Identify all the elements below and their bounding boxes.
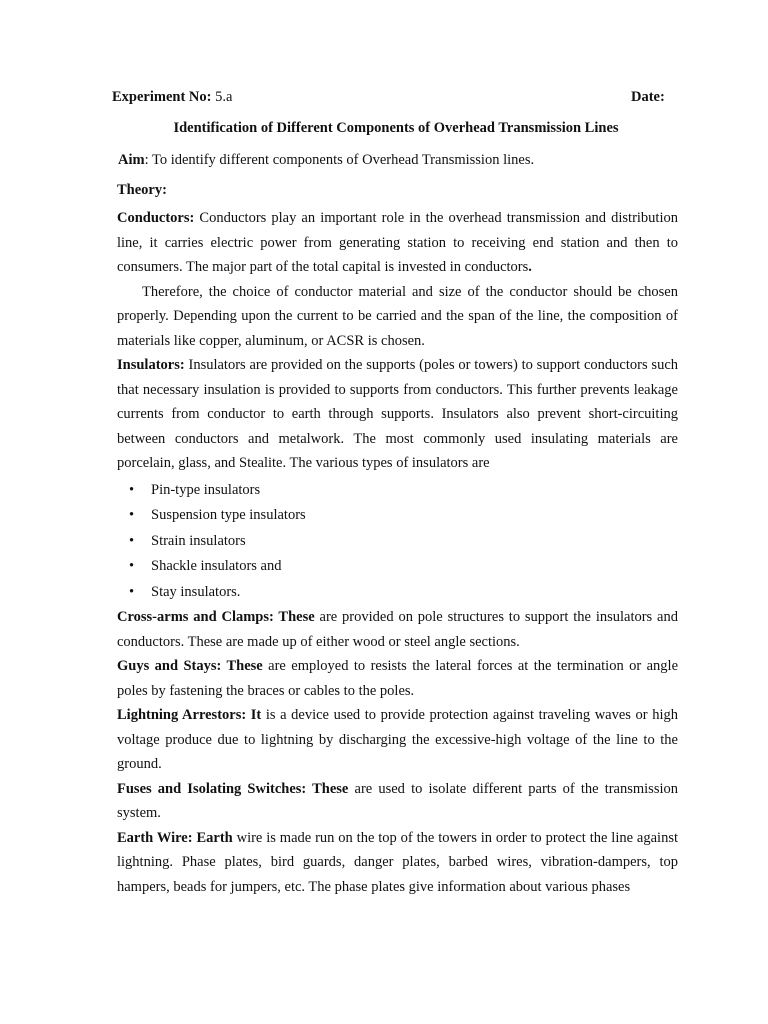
- aim-paragraph: [118, 148, 678, 173]
- insulator-types-list: [117, 478, 678, 606]
- list-item: • Strain insulators: [117, 529, 678, 555]
- insulators-paragraph: [117, 353, 678, 476]
- aim-label: Aim: [118, 152, 145, 168]
- insulators-label: Insulators:: [117, 357, 185, 373]
- lightning-arrestors-label: Lightning Arrestors: It: [117, 707, 262, 723]
- conductors-text: Conductors play an important role in the overhead transmission and distribution line, it carries electric power from generating station to receiving end station and then to consumers. The major part of the total capital is invested in conductors: [117, 210, 678, 275]
- fuses-paragraph: [117, 777, 678, 826]
- cross-arms-paragraph: [117, 605, 678, 654]
- insulators-text: Insulators are provided on the supports (poles or towers) to support conductors such that necessary insulation is provided to supports from conductors. This further prevents leakage currents from conductor to earth through supports. Insulators also prevent short-circuiting between conductors and metalwork. The most commonly used insulating materials are porcelain, glass, and Stealite. The various types of insulators are: [117, 357, 678, 471]
- lightning-arrestors-text: is a device used to provide protection against traveling waves or high voltage produce due to lightning by discharging the excessive-high voltage of the line to the ground.: [117, 707, 678, 772]
- date-label: Date:: [631, 89, 665, 105]
- document-title: Identification of Different Components of Overhead Transmission Lines: [173, 120, 619, 136]
- earth-wire-text: wire is made run on the top of the towers in order to protect the line against lightning. Phase plates, bird guards, danger plates, barbed wires, vibration-dampers, top hampers, beads for jumpers, etc. The phase plates give information about various phases: [117, 829, 678, 895]
- experiment-header: [112, 89, 672, 109]
- guys-stays-label: Guys and Stays: These: [117, 658, 263, 674]
- list-item: • Stay insulators.: [117, 580, 678, 606]
- conductors-label: Conductors:: [117, 210, 195, 226]
- list-item: • Shackle insulators and: [117, 554, 678, 580]
- theory-heading: Theory:: [117, 181, 167, 198]
- experiment-label: Experiment No:: [112, 89, 212, 105]
- cross-arms-text: are provided on pole structures to support the insulators and conductors. These are made up of either wood or steel angle sections.: [117, 609, 678, 650]
- conductors-end: .: [528, 259, 532, 275]
- lightning-arrestors-paragraph: [117, 703, 678, 777]
- cross-arms-label: Cross-arms and Clamps: These: [117, 609, 315, 625]
- list-item: • Pin-type insulators: [117, 478, 678, 504]
- fuses-label: Fuses and Isolating Switches: These: [117, 780, 349, 797]
- experiment-value: 5.a: [215, 89, 233, 105]
- guys-stays-text: are employed to resists the lateral forces at the termination or angle poles by fastening the braces or cables to the poles.: [117, 658, 679, 699]
- conductors-paragraph-2: Therefore, the choice of conductor material and size of the conductor should be chosen properly. Depending upon the current to be carried and the span of the line, the composition of materials like copper, aluminum, or ACSR is chosen.: [117, 283, 678, 349]
- fuses-text: are used to isolate different parts of the transmission system.: [117, 780, 678, 821]
- experiment-number: [112, 89, 232, 106]
- aim-text: : To identify different components of Overhead Transmission lines.: [144, 152, 535, 168]
- guys-stays-paragraph: [117, 654, 678, 703]
- list-item: • Suspension type insulators: [117, 503, 678, 529]
- earth-wire-label: Earth Wire: Earth: [117, 829, 233, 846]
- earth-wire-paragraph: [117, 826, 678, 900]
- document-body: [117, 148, 678, 899]
- conductors-paragraph: [117, 206, 678, 280]
